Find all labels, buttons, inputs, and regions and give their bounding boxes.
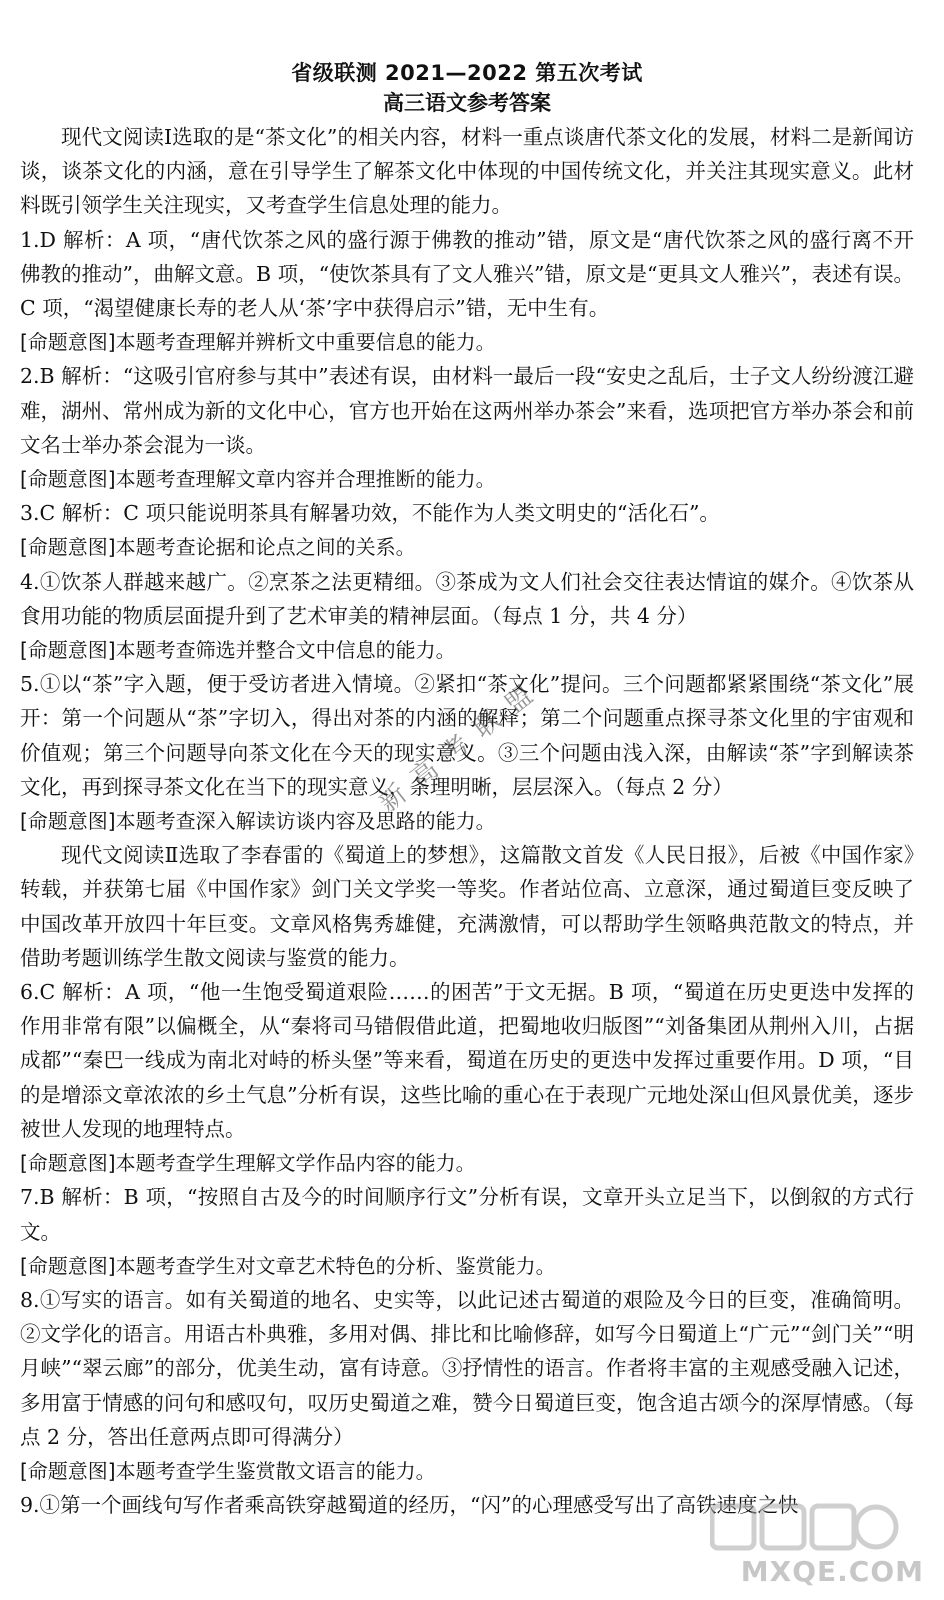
intent-3: [命题意图]本题考查论据和论点之间的关系。 — [20, 535, 416, 560]
intro-paragraph-2: 现代文阅读Ⅱ选取了李春雷的《蜀道上的梦想》，这篇散文首发《人民日报》，后被《中国作家》转载，并获第七届《中国作家》剑门关文学奖一等奖。作者站位高、立意深，通过蜀道巨变反映了中国改革开放四十年巨变。文章风格隽秀雄健，充满激情，可以帮助学生领略典范散文的特点，并借助考题训练学生散文阅读与鉴赏的能力。 — [20, 843, 914, 970]
answer-2: 2.B 解析：“这吸引官府参与其中”表述有误，由材料一最后一段“安史之乱后，士子文人纷纷渡江避难，湖州、常州成为新的文化中心，官方也开始在这两州举办茶会”来看，选项把官方举办茶会和前文名士举办茶会混为一谈。 — [20, 364, 914, 457]
document-title: 省级联测 2021—2022 第五次考试 — [291, 61, 643, 85]
document-subtitle: 高三语文参考答案 — [383, 91, 551, 115]
intro-paragraph-1: 现代文阅读Ⅰ选取的是“茶文化”的相关内容，材料一重点谈唐代茶文化的发展，材料二是新闻访谈，谈茶文化的内涵，意在引导学生了解茶文化中体现的中国传统文化，并关注其现实意义。此材料既引领学生关注现实，又考查学生信息处理的能力。 — [20, 125, 914, 218]
answer-3: 3.C 解析：C 项只能说明茶具有解暑功效，不能作为人类文明史的“活化石”。 — [20, 501, 720, 526]
intent-8: [命题意图]本题考查学生鉴赏散文语言的能力。 — [20, 1458, 436, 1483]
answer-7: 7.B 解析：B 项，“按照自古及今的时间顺序行文”分析有误，文章开头立足当下，以倒叙的方式行文。 — [20, 1185, 914, 1244]
intent-4: [命题意图]本题考查筛选并整合文中信息的能力。 — [20, 638, 456, 663]
intent-1: [命题意图]本题考查理解并辨析文中重要信息的能力。 — [20, 330, 496, 355]
intent-6: [命题意图]本题考查学生理解文学作品内容的能力。 — [20, 1151, 476, 1176]
answer-5: 5.①以“茶”字入题，便于受访者进入情境。②紧扣“茶文化”提问。三个问题都紧紧围绕“茶文化”展开：第一个问题从“茶”字切入，得出对茶的内涵的解释；第二个问题重点探寻茶文化里的宇宙观和价值观；第三个问题导向茶文化在今天的现实意义。③三个问题由浅入深，由解读“茶”字到解读茶文化，再到探寻茶文化在当下的现实意义，条理明晰，层层深入。（每点 2 分） — [20, 672, 914, 799]
answer-1: 1.D 解析：A 项，“唐代饮茶之风的盛行源于佛教的推动”错，原文是“唐代饮茶之风的盛行离不开佛教的推动”，曲解文意。B 项，“使饮茶具有了文人雅兴”错，原文是“更具文人雅兴”，表述有误。C 项，“渴望健康长寿的老人从‘茶’字中获得启示”错，无中生有。 — [20, 227, 914, 321]
answer-6: 6.C 解析：A 项，“他一生饱受蜀道艰险……的困苦”于文无据。B 项，“蜀道在历史更迭中发挥的作用非常有限”以偏概全，从“秦将司马错假借此道，把蜀地收归版图”“刘备集团从荆州入川，占据成都”“秦巴一线成为南北对峙的桥头堡”等来看，蜀道在历史的更迭中发挥过重要作用。D 项，“目的是增添文章浓浓的乡土气息”分析有误，这些比喻的重心在于表现广元地处深山但风景优美，逐步被世人发现的地理特点。 — [20, 980, 914, 1141]
intent-5: [命题意图]本题考查深入解读访谈内容及思路的能力。 — [20, 809, 496, 834]
answer-4: 4.①饮茶人群越来越广。②烹茶之法更精细。③茶成为文人们社会交往表达情谊的媒介。④饮茶从食用功能的物质层面提升到了艺术审美的精神层面。（每点 1 分，共 4 分） — [20, 569, 914, 628]
answer-9: 9.①第一个画线句写作者乘高铁穿越蜀道的经历，“闪”的心理感受写出了高铁速度之快 — [20, 1493, 799, 1518]
watermark-text: 新高考联盟 — [373, 671, 550, 819]
answer-8: 8.①写实的语言。如有关蜀道的地名、史实等，以此记述古蜀道的艰险及今日的巨变，准确简明。②文学化的语言。用语古朴典雅，多用对偶、排比和比喻修辞，如写今日蜀道上“广元”“剑门关”“明月峡”“翠云廊”的部分，优美生动，富有诗意。③抒情性的语言。作者将丰富的主观感受融入记述，多用富于情感的问句和感叹句，叹历史蜀道之难，赞今日蜀道巨变，饱含追古颂今的深厚情感。（每点 2 分，答出任意两点即可得满分） — [20, 1287, 914, 1449]
intent-2: [命题意图]本题考查理解文章内容并合理推断的能力。 — [20, 467, 496, 492]
intent-7: [命题意图]本题考查学生对文章艺术特色的分析、鉴赏能力。 — [20, 1253, 556, 1278]
logo-text: MXQE.COM — [740, 1555, 924, 1588]
answer-content — [20, 120, 914, 1522]
